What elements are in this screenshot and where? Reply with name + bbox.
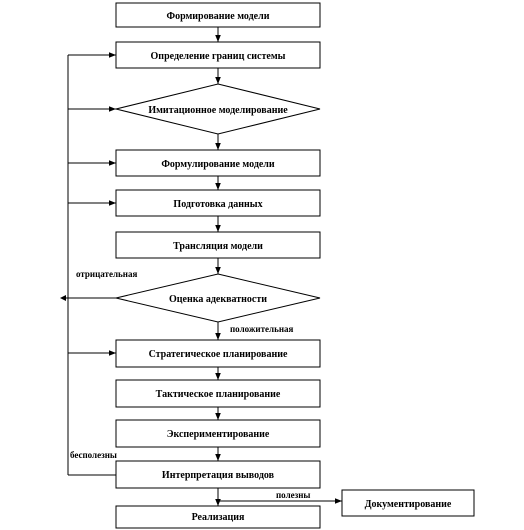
edge-label-negative: отрицательная [76, 269, 138, 279]
node-label-8: Стратегическое планирование [148, 349, 288, 360]
node-label-11: Интерпретация выводов [161, 470, 275, 481]
node-label-9: Тактическое планирование [155, 389, 281, 400]
node-label-6: Трансляция модели [173, 241, 263, 252]
edge-label-positive: положительная [230, 324, 294, 334]
node-label-2: Определение границ системы [150, 51, 286, 62]
node-label-5: Подготовка данных [173, 199, 263, 210]
node-label-1: Формирование модели [166, 11, 270, 22]
node-label-13: Документирование [364, 499, 452, 510]
edge-label-useful: полезны [276, 490, 311, 500]
feedback-line-left [68, 55, 116, 298]
node-label-10: Экспериментирование [166, 429, 270, 440]
node-label-4: Формулирование модели [161, 159, 275, 170]
edge-label-useless: бесполезны [70, 450, 117, 460]
node-label-7: Оценка адекватности [168, 294, 268, 305]
negative-exit-arrowhead [60, 295, 66, 301]
node-label-12: Реализация [191, 512, 245, 523]
node-label-3: Имитационное моделирование [148, 105, 288, 116]
